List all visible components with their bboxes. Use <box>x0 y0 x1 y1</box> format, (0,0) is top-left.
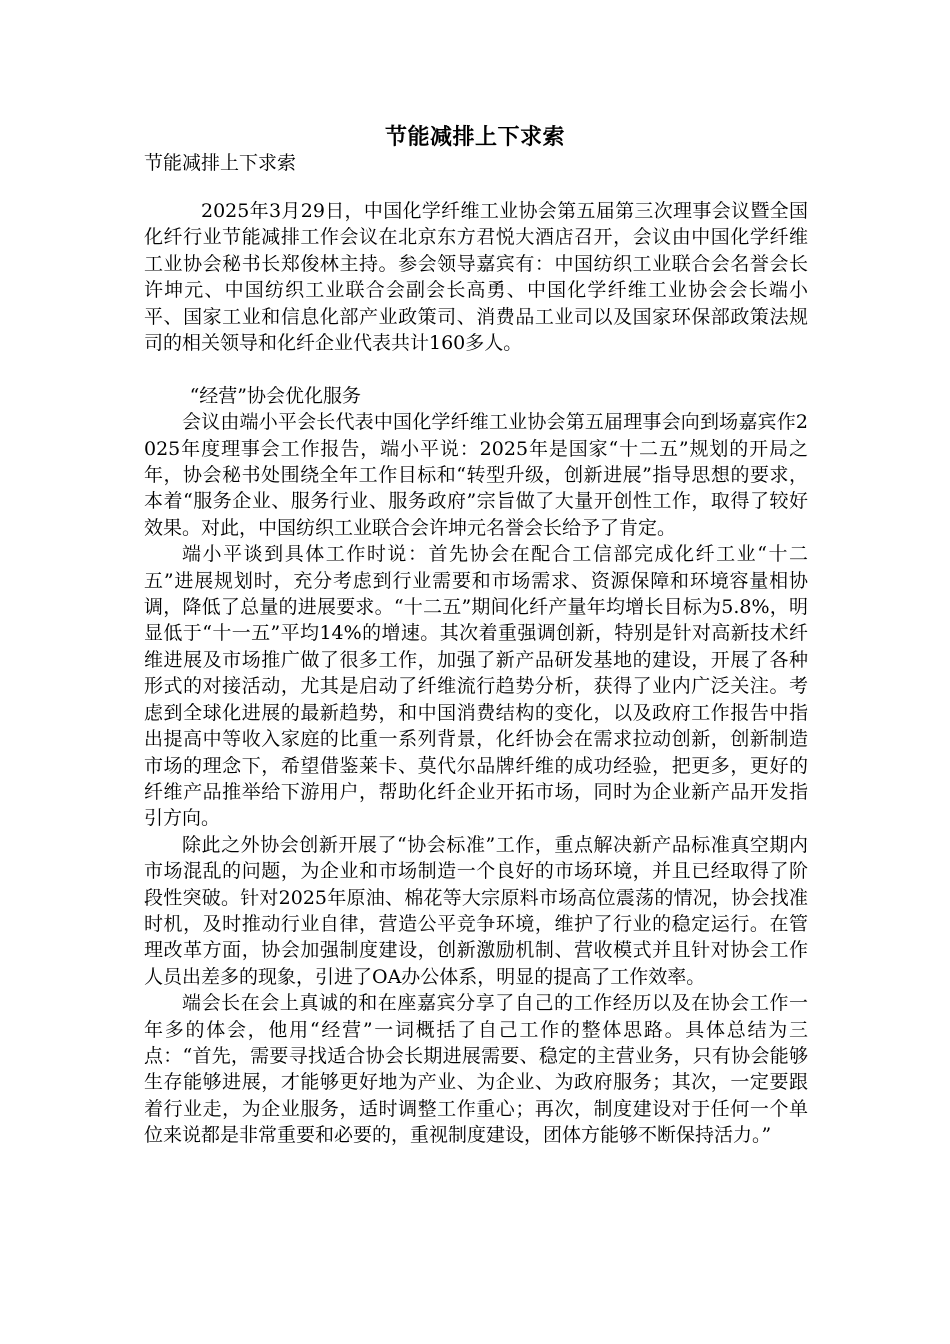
section-heading: “经营”协会优化服务 <box>189 384 362 407</box>
paragraph-gap <box>144 356 808 382</box>
document-body <box>144 198 808 1149</box>
paragraph-report: 会议由端小平会长代表中国化学纤维工业协会第五届理事会向到场嘉宾作2025年度理事会工作报告，端小平说：2025年是国家“十二五”规划的开局之年，协会秘书处围绕全年工作目标和“转型升级，创新进展”指导思想的要求，本着“服务企业、服务行业、服务政府”宗旨做了大量开创性工作，取得了较好效果。对此，中国纺织工业联合会许坤元名誉会长给予了肯定。 <box>144 411 808 539</box>
paragraph-meeting-intro: 2025年3月29日，中国化学纤维工业协会第五届第三次理事会议暨全国化纤行业节能减排工作会议在北京东方君悦大酒店召开，会议由中国化学纤维工业协会秘书长郑俊林主持。参会领导嘉宾有：中国纺织工业联合会名誉会长许坤元、中国纺织工业联合会副会长高勇、中国化学纤维工业协会会长端小平、国家工业和信息化部产业政策司、消费品工业司以及国家环保部政策法规司的相关领导和化纤企业代表共计160多人。 <box>144 200 808 355</box>
document-title: 节能减排上下求索 <box>384 124 565 150</box>
paragraph-association-standard: 除此之外协会创新开展了“协会标准”工作，重点解决新产品标准真空期内市场混乱的问题，为企业和市场制造一个良好的市场环境，并且已经取得了阶段性突破。针对2025年原油、棉花等大宗原料市场高位震荡的情况，协会找准时机，及时推动行业自律，营造公平竞争环境，维护了行业的稳定运行。在管理改革方面，协会加强制度建设，创新激励机制、营收模式并且针对协会工作人员出差多的现象，引进了OA办公体系，明显的提高了工作效率。 <box>144 833 808 988</box>
document-subtitle: 节能减排上下求索 <box>144 152 297 174</box>
paragraph-specific-work: 端小平谈到具体工作时说：首先协会在配合工信部完成化纤工业“十二五”进展规划时，充分考虑到行业需要和市场需求、资源保障和环境容量相协调，降低了总量的进展要求。“十二五”期间化纤产量年均增长目标为5.8%，明显低于“十一五”平均14%的增速。其次着重强调创新，特别是针对高新技术纤维进展及市场推广做了很多工作，加强了新产品研发基地的建设，开展了各种形式的对接活动，尤其是启动了纤维流行趋势分析，获得了业内广泛关注。考虑到全球化进展的最新趋势，和中国消费结构的变化，以及政府工作报告中指出提高中等收入家庭的比重一系列背景，化纤协会在需求拉动创新，创新制造市场的理念下，希望借鉴莱卡、莫代尔品牌纤维的成功经验，把更多，更好的纤维产品推举给下游用户，帮助化纤企业开拓市场，同时为企业新产品开发指引方向。 <box>144 543 808 830</box>
paragraph-experience: 端会长在会上真诚的和在座嘉宾分享了自己的工作经历以及在协会工作一年多的体会，他用“经营”一词概括了自己工作的整体思路。具体总结为三点：“首先，需要寻找适合协会长期进展需要、稳定的主营业务，只有协会能够生存能够进展，才能够更好地为产业、为企业、为政府服务；其次，一定要跟着行业走，为企业服务，适时调整工作重心；再次，制度建设对于任何一个单位来说都是非常重要和必要的，重视制度建设，团体方能够不断保持活力。” <box>144 992 808 1147</box>
